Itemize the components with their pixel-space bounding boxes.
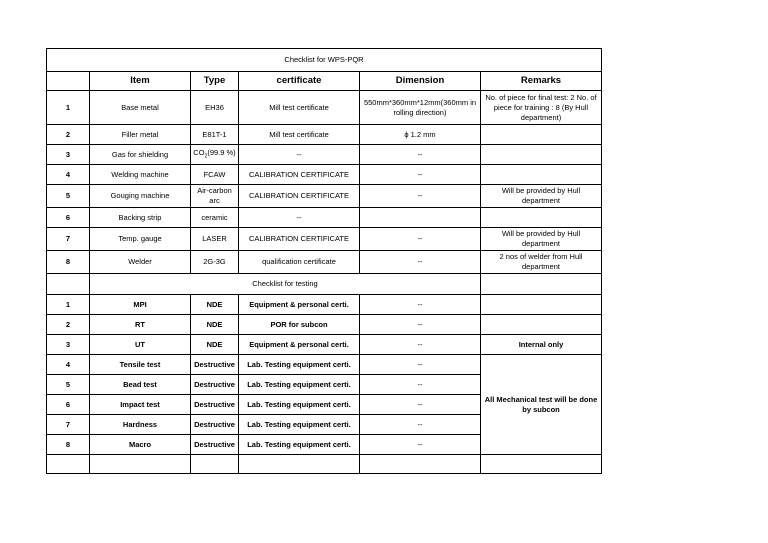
gas-purity: (99.9 %) — [207, 147, 236, 157]
row-type: E81T-1 — [191, 125, 239, 145]
row-dimension: -- — [360, 165, 481, 185]
table-row — [47, 335, 602, 355]
empty-cell — [481, 455, 602, 474]
merged-remarks: All Mechanical test will be done by subcon — [481, 355, 602, 455]
row-item: Backing strip — [90, 208, 191, 228]
row-remarks — [481, 145, 602, 165]
gas-formula: CO — [193, 147, 205, 157]
header-dimension: Dimension — [360, 72, 481, 91]
row-number: 1 — [47, 295, 90, 315]
section-title: Checklist for testing — [90, 274, 481, 295]
header-item: Item — [90, 72, 191, 91]
row-type: 2G-3G — [191, 251, 239, 274]
row-remarks: Will be provided by Hull department — [481, 228, 602, 251]
row-certificate: CALIBRATION CERTIFICATE — [239, 165, 360, 185]
row-certificate: -- — [239, 208, 360, 228]
row-dimension: -- — [360, 315, 481, 335]
row-remarks — [481, 315, 602, 335]
table-row — [47, 355, 602, 375]
row-dimension: -- — [360, 335, 481, 355]
row-dimension: 550mm*360mm*12mm(360mm in rolling direction) — [360, 91, 481, 125]
row-type: Air-carbon arc — [191, 185, 239, 208]
empty-cell — [239, 455, 360, 474]
row-dimension: -- — [360, 185, 481, 208]
row-item: Gouging machine — [90, 185, 191, 208]
empty-cell — [191, 455, 239, 474]
row-certificate: Lab. Testing equipment certi. — [239, 375, 360, 395]
gas-formula-subscript: 2 — [204, 153, 208, 160]
header-certificate: certificate — [239, 72, 360, 91]
row-type: FCAW — [191, 165, 239, 185]
empty-cell — [360, 455, 481, 474]
row-number: 4 — [47, 165, 90, 185]
row-item: Gas for shielding — [90, 145, 191, 165]
row-item: Macro — [90, 435, 191, 455]
subtitle-spacer — [481, 274, 602, 295]
row-number: 5 — [47, 375, 90, 395]
table-row — [47, 208, 602, 228]
row-certificate: CALIBRATION CERTIFICATE — [239, 228, 360, 251]
row-remarks: Internal only — [481, 335, 602, 355]
row-item: RT — [90, 315, 191, 335]
empty-cell — [47, 455, 90, 474]
row-certificate: Mill test certificate — [239, 91, 360, 125]
row-number: 7 — [47, 415, 90, 435]
row-certificate: -- — [239, 145, 360, 165]
row-number: 3 — [47, 335, 90, 355]
row-dimension: -- — [360, 435, 481, 455]
row-dimension: -- — [360, 415, 481, 435]
row-item: Hardness — [90, 415, 191, 435]
row-remarks — [481, 125, 602, 145]
row-certificate: Lab. Testing equipment certi. — [239, 355, 360, 375]
header-remarks: Remarks — [481, 72, 602, 91]
row-number: 2 — [47, 315, 90, 335]
row-number: 6 — [47, 208, 90, 228]
row-type: EH36 — [191, 91, 239, 125]
row-number: 8 — [47, 435, 90, 455]
row-item: Temp. gauge — [90, 228, 191, 251]
row-dimension: ϕ 1.2 mm — [360, 125, 481, 145]
table-row — [47, 145, 602, 165]
row-dimension: -- — [360, 251, 481, 274]
row-certificate: Mill test certificate — [239, 125, 360, 145]
row-item: Base metal — [90, 91, 191, 125]
row-certificate: Equipment & personal certi. — [239, 335, 360, 355]
row-item: Tensile test — [90, 355, 191, 375]
row-item: MPI — [90, 295, 191, 315]
empty-row — [47, 455, 602, 474]
row-number: 1 — [47, 91, 90, 125]
row-dimension — [360, 208, 481, 228]
table-row — [47, 228, 602, 251]
row-number: 2 — [47, 125, 90, 145]
row-number: 3 — [47, 145, 90, 165]
row-type: Destructive — [191, 375, 239, 395]
row-type: Destructive — [191, 435, 239, 455]
row-item: Filler metal — [90, 125, 191, 145]
row-remarks — [481, 208, 602, 228]
table-row — [47, 165, 602, 185]
row-certificate: CALIBRATION CERTIFICATE — [239, 185, 360, 208]
row-type: ceramic — [191, 208, 239, 228]
row-remarks: Will be provided by Hull department — [481, 185, 602, 208]
row-dimension: -- — [360, 228, 481, 251]
row-certificate: Lab. Testing equipment certi. — [239, 435, 360, 455]
row-remarks: 2 nos of welder from Hull department — [481, 251, 602, 274]
row-number: 4 — [47, 355, 90, 375]
row-certificate: Lab. Testing equipment certi. — [239, 395, 360, 415]
row-type — [191, 145, 239, 165]
row-certificate: qualification certificate — [239, 251, 360, 274]
row-number: 8 — [47, 251, 90, 274]
header-no — [47, 72, 90, 91]
subtitle-spacer — [47, 274, 90, 295]
table-row — [47, 185, 602, 208]
header-row — [47, 72, 602, 91]
table-row — [47, 91, 602, 125]
row-type: LASER — [191, 228, 239, 251]
row-remarks: No. of piece for final test: 2 No. of piece for training : 8 (By Hull department) — [481, 91, 602, 125]
table-row — [47, 315, 602, 335]
row-item: Welding machine — [90, 165, 191, 185]
row-item: Welder — [90, 251, 191, 274]
header-type: Type — [191, 72, 239, 91]
empty-cell — [90, 455, 191, 474]
row-type: Destructive — [191, 415, 239, 435]
row-certificate: Equipment & personal certi. — [239, 295, 360, 315]
row-number: 7 — [47, 228, 90, 251]
row-remarks — [481, 165, 602, 185]
row-type: NDE — [191, 315, 239, 335]
page-title: Checklist for WPS-PQR — [47, 49, 602, 72]
row-dimension: -- — [360, 395, 481, 415]
row-dimension: -- — [360, 375, 481, 395]
row-dimension: -- — [360, 295, 481, 315]
row-certificate: Lab. Testing equipment certi. — [239, 415, 360, 435]
row-type: NDE — [191, 335, 239, 355]
row-dimension: -- — [360, 145, 481, 165]
checklist-table — [46, 48, 602, 474]
table-row — [47, 295, 602, 315]
row-item: UT — [90, 335, 191, 355]
row-dimension: -- — [360, 355, 481, 375]
row-type: Destructive — [191, 395, 239, 415]
row-item: Impact test — [90, 395, 191, 415]
row-certificate: POR for subcon — [239, 315, 360, 335]
row-item: Bead test — [90, 375, 191, 395]
row-remarks — [481, 295, 602, 315]
row-type: NDE — [191, 295, 239, 315]
row-type: Destructive — [191, 355, 239, 375]
table-row — [47, 251, 602, 274]
row-number: 5 — [47, 185, 90, 208]
row-number: 6 — [47, 395, 90, 415]
table-row — [47, 125, 602, 145]
